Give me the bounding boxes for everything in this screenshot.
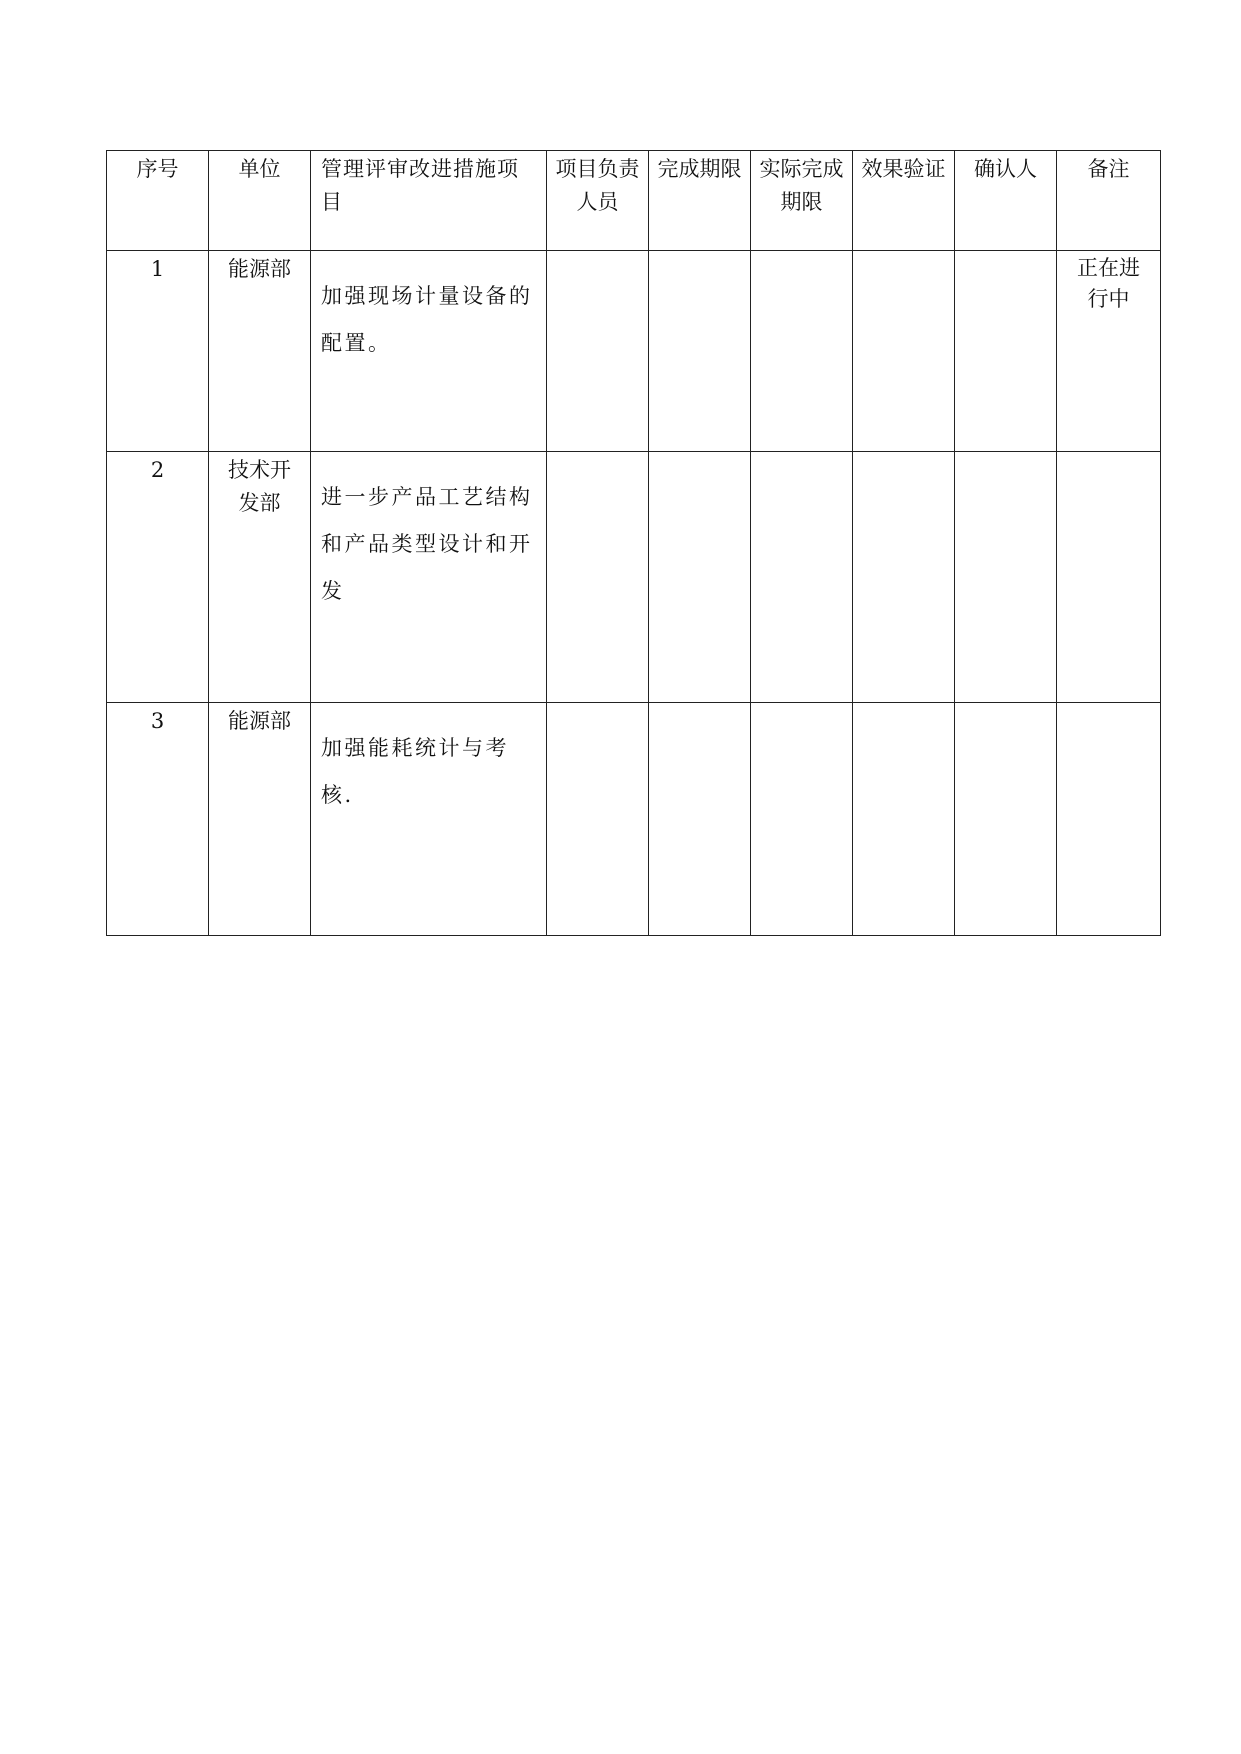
- header-confirmer: 确认人: [955, 151, 1057, 251]
- cell-unit: 技术开发部: [209, 452, 311, 703]
- cell-confirmer: [955, 452, 1057, 703]
- header-owner: 项目负责人员: [547, 151, 649, 251]
- cell-remark: [1057, 452, 1161, 703]
- cell-unit: 能源部: [209, 251, 311, 452]
- cell-actual-deadline: [751, 452, 853, 703]
- cell-deadline: [649, 251, 751, 452]
- cell-measure: 进一步产品工艺结构和产品类型设计和开发: [311, 452, 547, 703]
- cell-owner: [547, 703, 649, 936]
- cell-seq: 1: [107, 251, 209, 452]
- table-header-row: [107, 151, 1161, 251]
- cell-actual-deadline: [751, 703, 853, 936]
- cell-verification: [853, 251, 955, 452]
- cell-owner: [547, 251, 649, 452]
- header-measure: 管理评审改进措施项目: [311, 151, 547, 251]
- cell-deadline: [649, 452, 751, 703]
- header-actual-deadline: 实际完成期限: [751, 151, 853, 251]
- cell-actual-deadline: [751, 251, 853, 452]
- cell-deadline: [649, 703, 751, 936]
- cell-verification: [853, 703, 955, 936]
- header-remark: 备注: [1057, 151, 1161, 251]
- improvement-measures-table: [106, 150, 1161, 936]
- cell-seq: 2: [107, 452, 209, 703]
- header-verification: 效果验证: [853, 151, 955, 251]
- cell-seq: 3: [107, 703, 209, 936]
- table-row: [107, 452, 1161, 703]
- cell-measure: 加强能耗统计与考核.: [311, 703, 547, 936]
- header-deadline: 完成期限: [649, 151, 751, 251]
- table-row: [107, 251, 1161, 452]
- cell-remark: 正在进行中: [1057, 251, 1161, 452]
- cell-unit: 能源部: [209, 703, 311, 936]
- cell-confirmer: [955, 703, 1057, 936]
- cell-measure: 加强现场计量设备的配置。: [311, 251, 547, 452]
- cell-remark: [1057, 703, 1161, 936]
- cell-confirmer: [955, 251, 1057, 452]
- cell-owner: [547, 452, 649, 703]
- header-unit: 单位: [209, 151, 311, 251]
- header-seq: 序号: [107, 151, 209, 251]
- cell-verification: [853, 452, 955, 703]
- table-row: [107, 703, 1161, 936]
